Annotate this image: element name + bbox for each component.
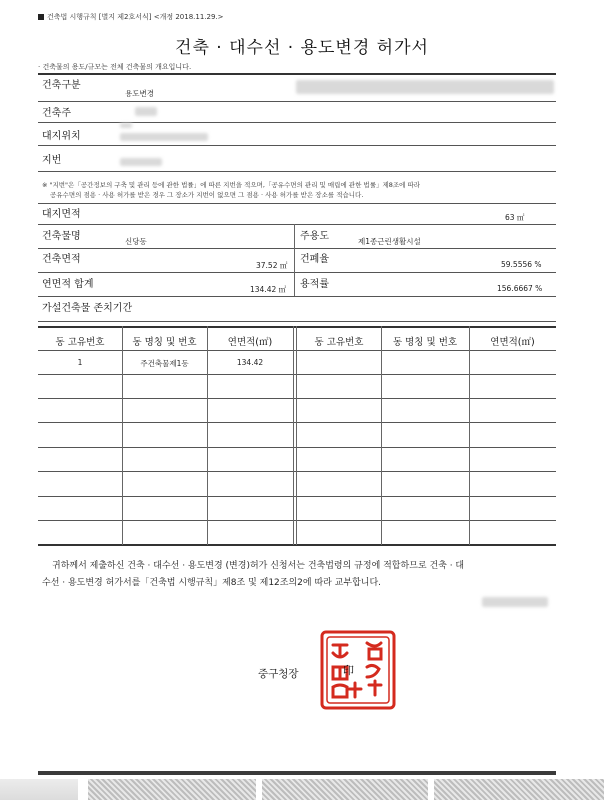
footer-scan-pattern	[434, 779, 604, 800]
issuance-declaration	[42, 558, 562, 592]
divider	[38, 224, 556, 225]
cell-floor-area: 134.42	[236, 358, 264, 367]
column-header-building-name: 동 명칭 및 번호	[132, 337, 197, 348]
table-row-line	[38, 447, 556, 448]
land-area-value: 63 ㎡	[505, 213, 525, 222]
building-name-value: 신당동	[125, 237, 147, 246]
footer-scan-pattern	[0, 779, 78, 800]
footer-bar	[38, 771, 556, 775]
category-label: 건축구분	[42, 80, 81, 91]
floor-area-ratio-value: 156.6667 %	[497, 284, 543, 293]
summary-note: · 건축물의 용도/규모는 전체 건축물의 개요입니다.	[38, 63, 192, 71]
table-row-line	[38, 496, 556, 497]
building-area-value: 37.52 ㎡	[256, 261, 288, 270]
building-name-label: 건축물명	[42, 231, 81, 242]
table-row-line	[38, 398, 556, 399]
redacted-mark	[120, 123, 132, 128]
main-use-value: 제1종근린생활시설	[358, 237, 421, 246]
divider	[38, 296, 556, 297]
divider	[38, 321, 556, 322]
total-floor-area-label: 연면적 합계	[42, 279, 94, 290]
coverage-ratio-value: 59.5556 %	[501, 260, 542, 269]
category-value: 용도변경	[125, 89, 154, 98]
redacted-issue-date	[482, 597, 548, 607]
declaration-line: 수선 · 용도변경 허가서를「건축법 시행규칙」제8조 및 제12조의2에 따라 교부합니다.	[42, 578, 382, 588]
redacted-owner	[135, 107, 157, 116]
cell-building-id: 1	[77, 358, 83, 367]
section-top-border	[38, 73, 556, 75]
table-column-line	[469, 326, 470, 545]
column-header-floor-area: 연면적(㎡)	[490, 337, 535, 348]
divider	[38, 122, 556, 123]
column-divider	[294, 224, 295, 296]
table-column-line	[381, 326, 382, 545]
official-seal-icon	[319, 629, 397, 711]
divider	[38, 248, 556, 249]
coverage-ratio-label: 건폐율	[300, 254, 329, 265]
table-column-line	[122, 326, 123, 545]
footer-scan-pattern	[262, 779, 428, 800]
table-top-border	[38, 326, 556, 328]
form-header-note: 건축법 시행규칙 [별지 제2호서식] <개정 2018.11.29.>	[38, 12, 224, 22]
divider	[38, 101, 556, 102]
redacted-site-location	[120, 133, 208, 141]
seal-mark: 印	[343, 664, 354, 677]
note-line: ※ "지번"은「공간정보의 구축 및 관리 등에 관한 법률」에 따른 지번을 적으며,「공유수면의 관리 및 매립에 관한 법률」제8조에 따라	[42, 181, 421, 189]
divider	[38, 145, 556, 146]
floor-area-ratio-label: 용적률	[300, 279, 329, 290]
total-floor-area-value: 134.42 ㎡	[250, 285, 287, 294]
column-header-floor-area: 연면적(㎡)	[227, 337, 273, 348]
building-area-label: 건축면적	[42, 254, 81, 265]
footer-scan-pattern	[88, 779, 256, 800]
note-line: 공유수면의 점용 · 사용 허가를 받은 경우 그 장소가 지번이 없으면 그 점용 · 사용 허가를 받은 장소를 적습니다.	[50, 191, 364, 199]
column-header-building-name: 동 명칭 및 번호	[392, 337, 458, 348]
divider	[38, 203, 556, 204]
table-column-line	[207, 326, 208, 545]
divider	[38, 272, 556, 273]
divider	[38, 171, 556, 172]
table-column-line	[293, 326, 294, 545]
main-use-label: 주용도	[300, 231, 329, 242]
table-header-border	[38, 350, 556, 351]
owner-label: 건축주	[42, 108, 71, 119]
official-seal	[319, 629, 397, 711]
redacted-lot-number	[120, 158, 162, 166]
column-header-building-id: 동 고유번호	[314, 337, 364, 348]
table-bottom-border	[38, 544, 556, 546]
table-row-line	[38, 374, 556, 375]
table-column-line	[296, 326, 297, 545]
column-header-building-id: 동 고유번호	[55, 337, 105, 348]
lot-number-note	[42, 180, 552, 200]
site-location-label: 대지위치	[42, 131, 81, 142]
square-bullet-icon	[38, 14, 44, 20]
issuer-name: 중구청장	[258, 668, 299, 680]
table-row-line	[38, 520, 556, 521]
table-row-line	[38, 471, 556, 472]
lot-number-label: 지번	[42, 155, 62, 166]
declaration-line: 귀하께서 제출하신 건축 · 대수선 · 용도변경 (변경)허가 신청서는 건축법령의 규정에 적합하므로 건축 · 대	[52, 561, 465, 571]
cell-building-name: 주건축물제1동	[140, 359, 189, 368]
land-area-label: 대지면적	[42, 209, 81, 220]
table-row-line	[38, 422, 556, 423]
redacted-permit-number	[296, 80, 554, 94]
temp-building-period-label: 가설건축물 존치기간	[42, 303, 133, 314]
document-title: 건축 · 대수선 · 용도변경 허가서	[175, 38, 429, 58]
